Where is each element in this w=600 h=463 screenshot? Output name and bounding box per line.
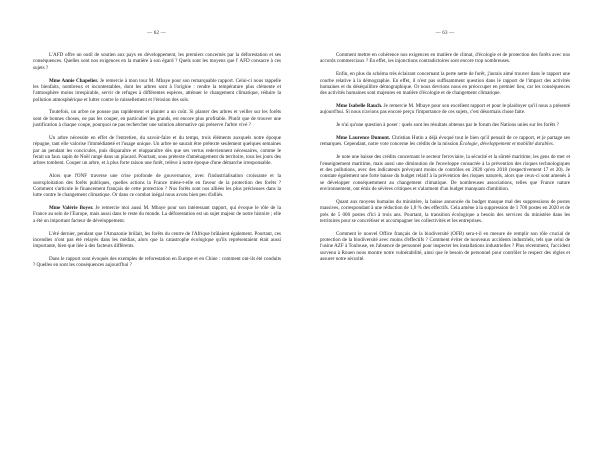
paragraph: Dans le rapport sont évoqués des exemples de reforestation en Europe et en Chine : comment ont-ils été conduits ? Quelles en sont les conséquences aujourd'hui ?: [33, 256, 281, 269]
paragraph: Mme Isabelle Rauch. Je remercie M. Mbaye pour son excellent rapport et pour le plaidoyer qu'il nous a présenté aujourd'hui. Si nous n'avions pas encore perçu l'importance de ces sujets, c'est désormais chose faite.: [320, 103, 570, 116]
paragraph: Un arbre nécessite en effet de l'entretien, du savoir-faire et du temps, trois éléments auxquels notre époque répugne, tant elle valorise l'immédiateté et l'usage unique. Un arbre ne saurait être prétexte seulement quelques semaines par an pendant les concicules, puis disparaître et réapparaître dès que ses vertus redeviennent nécessaires, comme le ferait un faux sapin de Noël rangé dans un placard. Pourtant, sous prétexte d'aménagement du territoire, tous les jours des arbres tombent. Couper un arbre, et à plus forte raison une forêt, relève à notre époque d'une démarche irresponsable.: [33, 134, 281, 167]
right-page-body: [320, 52, 570, 269]
paragraph: Comment le nouvel Office français de la biodiversité (OFB) sera-t-il en mesure de remplir son rôle crucial de protection de la biodiversité avec moins d'effectifs ? Comment éviter de nouveaux accidents industriels, tels que celui de l'usine AZF à Toulouse, en l'absence de personnel pour inspecter les installations industrielles ? Plus récemment, l'accident survenu à Rouen nous montre notre vulnérabilité, ainsi que le besoin de personnel pour contrôler le respect des règles et assurer notre sécurité.: [320, 230, 570, 263]
paragraph: Alors que l'ONF traverse une crise profonde de gouvernance, avec l'industrialisation croissante et la surexploitation des forêts publiques, quelles actions la France mène-t-elle en faveur de la protection des forêts ? Comment s'articule le financement français de cette protection ? Nos forêts sont nos alliées les plus précieuses dans la lutte contre le changement climatique. Or dans ce combat inégal nous avons bien peu d'alliés.: [33, 173, 281, 199]
paragraph: L'été dernier, pendant que l'Amazonie brûlait, les forêts du centre de l'Afrique brûlaient également. Pourtant, ces incendies n'ont pas été relayés dans les médias, alors que la catastrophe écologique qu'ils représentaient était aussi importante, bien que liée à des facteurs différents.: [33, 230, 281, 250]
page-number-62: — 62 —: [147, 31, 166, 36]
paragraph: Je note une baisse des crédits concernant le secteur ferroviaire, la sécurité et la sûreté maritime, les gens de mer et l'enseignement maritime, mais aussi une diminution de l'enveloppe consacrée à la prévention des risques technologiques et des pollutions, avec des indicateurs prévoyant moins de contrôles en 2020 qu'en 2018 (respectivement 17 et 20). Je constate également une forte baisse du budget relatif à la prévention des risques naturels, alors que ceux-ci sont amenés à se développer conséquemment au changement climatique. De nombreuses associations, telles que France nature environnement, ont émis de sévères critiques et s'alarment d'un budget manquant d'ambition.: [320, 154, 570, 192]
paragraph: Comment mettre en cohérence nos exigences en matière de climat, d'écologie et de protection des forêts avec nos accords commerciaux ? En effet, les injonctions contradictoires sont encore trop nombreuses.: [320, 52, 570, 65]
speaker-name: Mme Annie Chapelier.: [49, 77, 99, 84]
speaker-name: Mme Laurence Dumont.: [336, 135, 391, 142]
right-page: [300, 0, 600, 463]
paragraph: Mme Annie Chapelier. Je remercie à mon tour M. Mbaye pour son remarquable rapport. Celui-ci nous rappelle les bienfaits, nombreux et incontestables, dont les arbres sont à l'origine : rendre la température plus clémente et l'atmosphère moins irrespirable, servir de refuges à différentes espèces, atténuer le changement climatique, réduire la pollution atmosphérique et lutter contre le ruissellement et l'érosion des sols.: [33, 77, 281, 103]
paragraph: Quant aux moyens humains du ministère, la baisse annoncée du budget masque mal des suppressions de postes massives, correspondant à une réduction de 1,8 % des effectifs. Cela amène à la suppression de 1 700 postes en 2020 et de près de 5 000 postes d'ici à trois ans. Pourtant, la transition écologique a besoin des services du ministère dans les territoires pour se concrétiser et accompagner les collectivités et les entreprises.: [320, 198, 570, 224]
mission-title: Écologie, développement et mobilité durables: [459, 141, 553, 148]
page-number-63: — 63 —: [435, 31, 455, 36]
left-page-body: [33, 52, 281, 275]
paragraph: Enfin, en plus du schéma très éclairant concernant la perte nette de forêt, j'aurais aimé trouver dans le rapport une courbe relative à la démographie. En effet, il n'est pas suffisamment question dans le rapport de l'impact des activités humaines et du déséquilibre démographique. Or nous devrions nous en préoccuper en premier lieu, car les conséquences des activités humaines sont majeures en matière d'écologie et de changement climatique.: [320, 71, 570, 97]
paragraph: Mme Laurence Dumont. Christian Hutin a déjà évoqué tout le bien qu'il pensait de ce rapport, et je partage ses remarques. Cependant, notre vote concerne les crédits de la mission Écologie, développement et mobilité durables.: [320, 135, 571, 148]
paragraph: Mme Valérie Boyer. Je remercie moi aussi M. Mbaye pour son intéressant rapport, qui évoque le rôle de la France au sein de l'Europe, mais aussi dans le reste du monde. La déforestation est un sujet majeur de notre histoire ; elle a été un important facteur de développement.: [33, 205, 281, 224]
paragraph: L'AFD offre un outil de soutien aux pays en développement, les premiers concernés par la déforestation et ses conséquences. Quelles sont nos exigences en la matière à son égard ? Quels sont les moyens que l' AFD consacre à ces sujets ?: [33, 52, 281, 71]
speaker-name: Mme Valérie Boyer.: [49, 205, 94, 212]
paragraph: Je n'ai qu'une question à poser : quels sont les résultats obtenus par le forum des Nations unies sur les forêts ?: [336, 122, 559, 129]
paragraph: Toutefois, un arbre ne pousse pas rapidement et planter a un coût. Si planter des arbres et veiller sur les forêts sont de bonnes choses, ne pas les couper, en particulier les grands, est encore plus profitable. Plutôt que de trouver une justification à chaque coupe, pourquoi ne pas rechercher une solution alternative qui préserve l'arbre vivé ?: [33, 109, 281, 129]
speaker-name: Mme Isabelle Rauch.: [336, 103, 383, 110]
